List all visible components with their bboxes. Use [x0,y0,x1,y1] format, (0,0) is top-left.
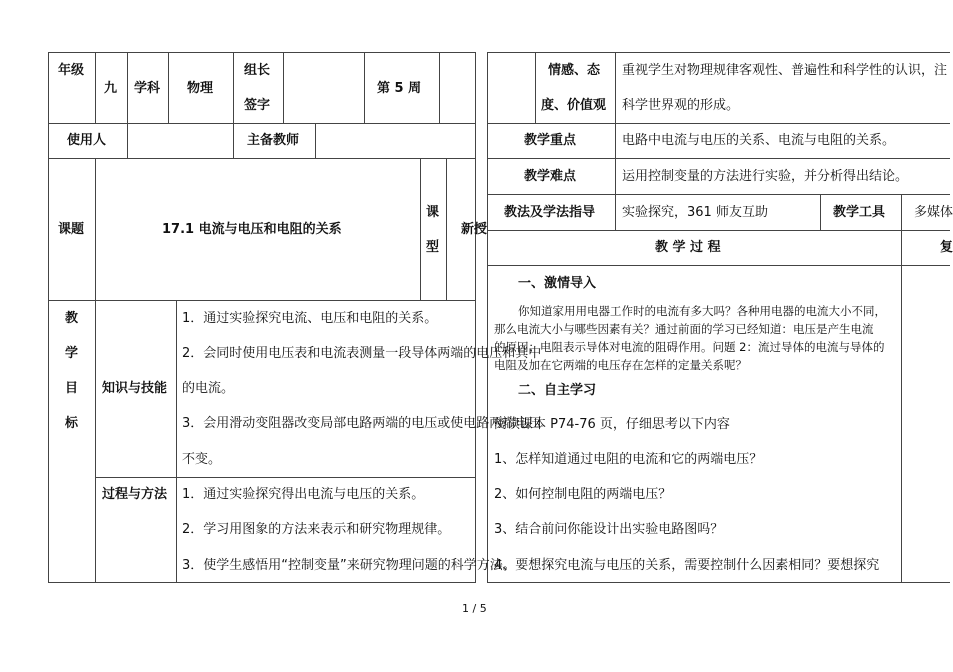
section-paragraph-line: 电阻及加在它两端的电压存在怎样的定量关系呢？ [494,358,747,372]
subject-label: 学科 [134,81,161,96]
focus-text: 电路中电流与电压的关系、电流与电阻的关系。 [622,133,896,148]
section-line: 1、怎样知道通过电阻的电流和它的两端电压？ [494,452,763,467]
process-item: 1．通过实验探究得出电流与电压的关系。 [182,487,425,502]
knowledge-item: 2．会同时使用电压表和电流表测量一段导体两端的电压和其中 [182,346,542,361]
focus-label: 教学重点 [524,133,577,148]
section-line: 阅读课本 P74-76 页，仔细思考以下内容 [494,417,730,432]
section-line: 4、要想探究电流与电压的关系，需要控制什么因素相同？要想探究 [494,558,880,573]
process-header: 教 学 过 程 [655,240,721,255]
emotion-text: 重视学生对物理规律客观性、普遍性和科学性的认识，注 [622,63,948,78]
lesson-type-value: 新授 [461,222,488,237]
user-label: 使用人 [67,133,107,148]
topic-label: 课题 [58,222,85,237]
tools-text: 多媒体 [914,205,953,220]
grade-value: 九 [104,81,118,96]
lesson-type-label-2: 型 [426,240,440,255]
knowledge-item: 不变。 [182,452,222,467]
goals-label-char: 学 [65,346,79,361]
difficulty-text: 运用控制变量的方法进行实验，并分析得出结论。 [622,169,909,184]
section-title: 一、激情导入 [518,276,597,291]
page-number: 1 / 5 [462,602,487,615]
process-item: 3．使学生感悟用“控制变量”来研究物理问题的科学方法。 [182,558,516,573]
goals-label-char: 目 [65,381,79,396]
lesson-type-label: 课 [426,205,440,220]
section-paragraph-line: 你知道家用用电器工作时的电流有多大吗？各种用电器的电流大小不同， [518,304,886,318]
section-paragraph-line: 的原因；电阻表示导体对电流的阻碍作用。问题 2：流过导体的电流与导体的 [494,340,885,354]
method-text: 实验探究，361 师友互助 [622,205,768,220]
goals-label-char: 教 [65,311,79,326]
knowledge-item: 3．会用滑动变阻器改变局部电路两端的电压或使电路两端电压 [182,416,542,431]
emotion-label-2: 度、价值观 [541,98,607,113]
emotion-label: 情感、态 [548,63,601,78]
knowledge-item: 的电流。 [182,381,235,396]
process-method-label: 过程与方法 [102,487,168,502]
subject-value: 物理 [187,81,214,96]
main-teacher-label: 主备教师 [247,133,300,148]
emotion-text-2: 科学世界观的形成。 [622,98,740,113]
tools-label: 教学工具 [833,205,886,220]
goals-label-char: 标 [65,416,79,431]
process-item: 2．学习用图象的方法来表示和研究物理规律。 [182,522,451,537]
section-paragraph-line: 那么电流大小与哪些因素有关？通过前面的学习已经知道：电压是产生电流 [494,322,874,336]
review-header: 复 [940,240,953,255]
section-title: 二、自主学习 [518,383,597,398]
section-line: 2、如何控制电阻的两端电压？ [494,487,672,502]
section-line: 3、结合前问你能设计出实验电路图吗？ [494,522,724,537]
topic-value: 17.1 电流与电压和电阻的关系 [162,222,342,237]
grade-label: 年级 [58,63,85,78]
week-label: 第 5 周 [377,81,422,96]
leader-sign-label: 签字 [244,98,271,113]
method-label: 教法及学法指导 [504,205,596,220]
leader-label: 组长 [244,63,271,78]
knowledge-item: 1．通过实验探究电流、电压和电阻的关系。 [182,311,438,326]
difficulty-label: 教学难点 [524,169,577,184]
knowledge-label: 知识与技能 [102,381,168,396]
